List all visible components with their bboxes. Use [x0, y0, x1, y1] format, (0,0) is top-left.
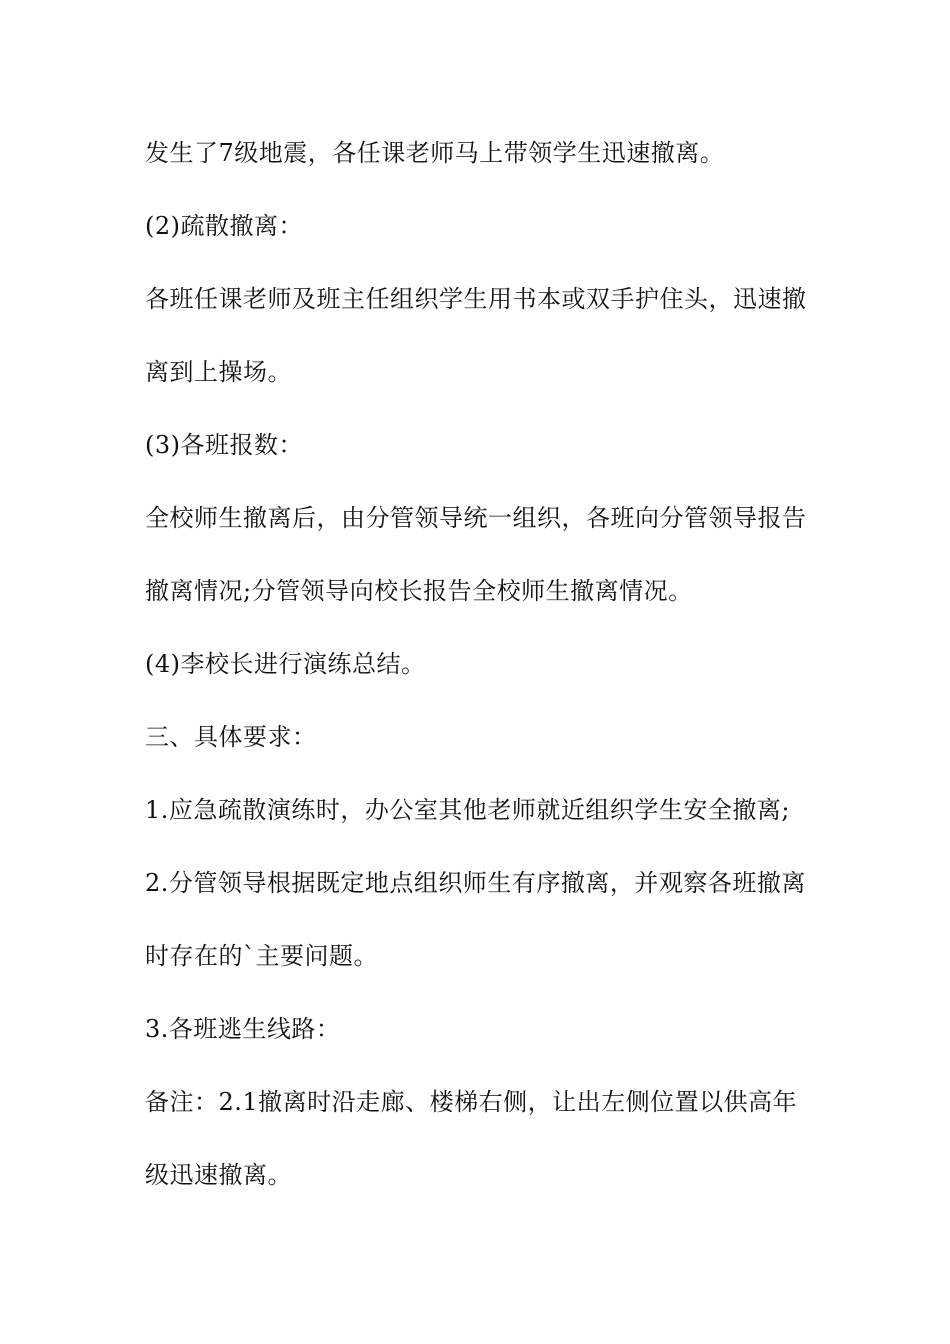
document-body — [145, 128, 815, 1223]
requirement-item-1: 1.应急疏散演练时，办公室其他老师就近组织学生安全撤离; — [145, 796, 790, 824]
body-line-continuation: 发生了7级地震，各任课老师马上带领学生迅速撤离。 — [145, 139, 725, 167]
note-line: 备注：2.1撤离时沿走廊、楼梯右侧，让出左侧位置以供高年 — [145, 1088, 798, 1116]
paragraph-evacuation: 各班任课老师及班主任组织学生用书本或双手护住头，迅速撤 — [145, 285, 807, 313]
section-heading-requirements: 三、具体要求： — [145, 723, 317, 751]
requirement-item-3: 3.各班逃生线路： — [145, 1015, 341, 1043]
paragraph-evacuation-cont: 离到上操场。 — [145, 358, 292, 386]
requirement-item-2: 2.分管领导根据既定地点组织师生有序撤离，并观察各班撤离 — [145, 869, 806, 897]
paragraph-headcount-cont: 撤离情况;分管领导向校长报告全校师生撤离情况。 — [145, 577, 693, 605]
paragraph-headcount: 全校师生撤离后，由分管领导统一组织，各班向分管领导报告 — [145, 504, 807, 532]
requirement-item-2-cont: 时存在的`主要问题。 — [145, 942, 378, 970]
heading-evacuation: (2)疏散撤离： — [145, 212, 303, 240]
note-line-cont: 级迅速撤离。 — [145, 1161, 292, 1189]
heading-summary: (4)李校长进行演练总结。 — [145, 650, 426, 678]
heading-headcount: (3)各班报数： — [145, 431, 303, 459]
